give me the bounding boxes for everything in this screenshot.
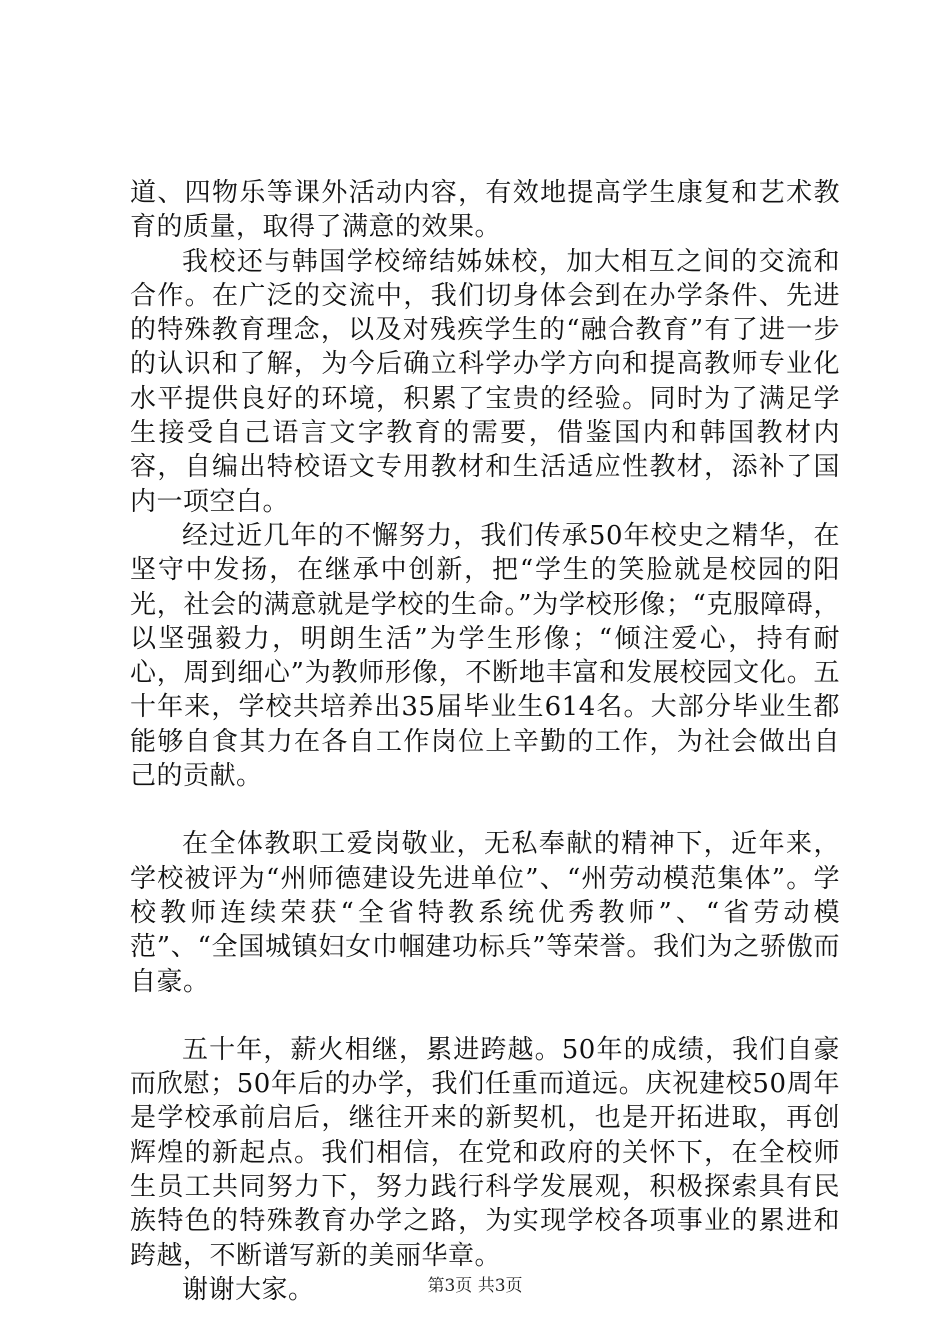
paragraph-fifty-years: 五十年，薪火相继，累进跨越。50年的成绩，我们自豪而欣慰；50年后的办学，我们任重而道远。庆祝建校50周年是学校承前启后，继往开来的新契机，也是开拓进取，再创辉煌的新起点。我们相信，在党和政府的关怀下，在全校师生员工共同努力下，努力践行科学发展观，积极探索具有民族特色的特殊教育办学之路，为实现学校各项事业的累进和跨越，不断谱写新的美丽华章。 <box>130 1034 840 1271</box>
paragraph-campus-culture: 经过近几年的不懈努力，我们传承50年校史之精华，在坚守中发扬，在继承中创新，把“学生的笑脸就是校园的阳光，社会的满意就是学校的生命。”为学校形像；“克服障碍，以坚强毅力，明朗生活”为学生形像；“倾注爱心，持有耐心，周到细心”为教师形像，不断地丰富和发展校园文化。五十年来，学校共培养出35届毕业生614名。大部分毕业生都能够自食其力在各自工作岗位上辛勤的工作，为社会做出自己的贡献。 <box>130 520 840 792</box>
page-number-footer: 第3页 共3页 <box>427 1276 523 1296</box>
document-body <box>130 176 840 1307</box>
paragraph-thanks: 谢谢大家。 <box>182 1274 315 1305</box>
paragraph-honors: 在全体教职工爱岗敬业，无私奉献的精神下，近年来，学校被评为“州师德建设先进单位”、“州劳动模范集体”。学校教师连续荣获“全省特教系统优秀教师”、“省劳动模范”、“全国城镇妇女巾帼建功标兵”等荣誉。我们为之骄傲而自豪。 <box>130 829 840 997</box>
paragraph-sister-school: 我校还与韩国学校缔结姊妹校，加大相互之间的交流和合作。在广泛的交流中，我们切身体会到在办学条件、先进的特殊教育理念，以及对残疾学生的“融合教育”有了进一步的认识和了解，为今后确立科学办学方向和提高教师专业化水平提供良好的环境，积累了宝贵的经验。同时为了满足学生接受自己语言文字教育的需要，借鉴国内和韩国教材内容，自编出特校语文专用教材和生活适应性教材，添补了国内一项空白。 <box>130 246 840 517</box>
paragraph-continuation: 道、四物乐等课外活动内容，有效地提高学生康复和艺术教育的质量，取得了满意的效果。 <box>130 178 840 243</box>
